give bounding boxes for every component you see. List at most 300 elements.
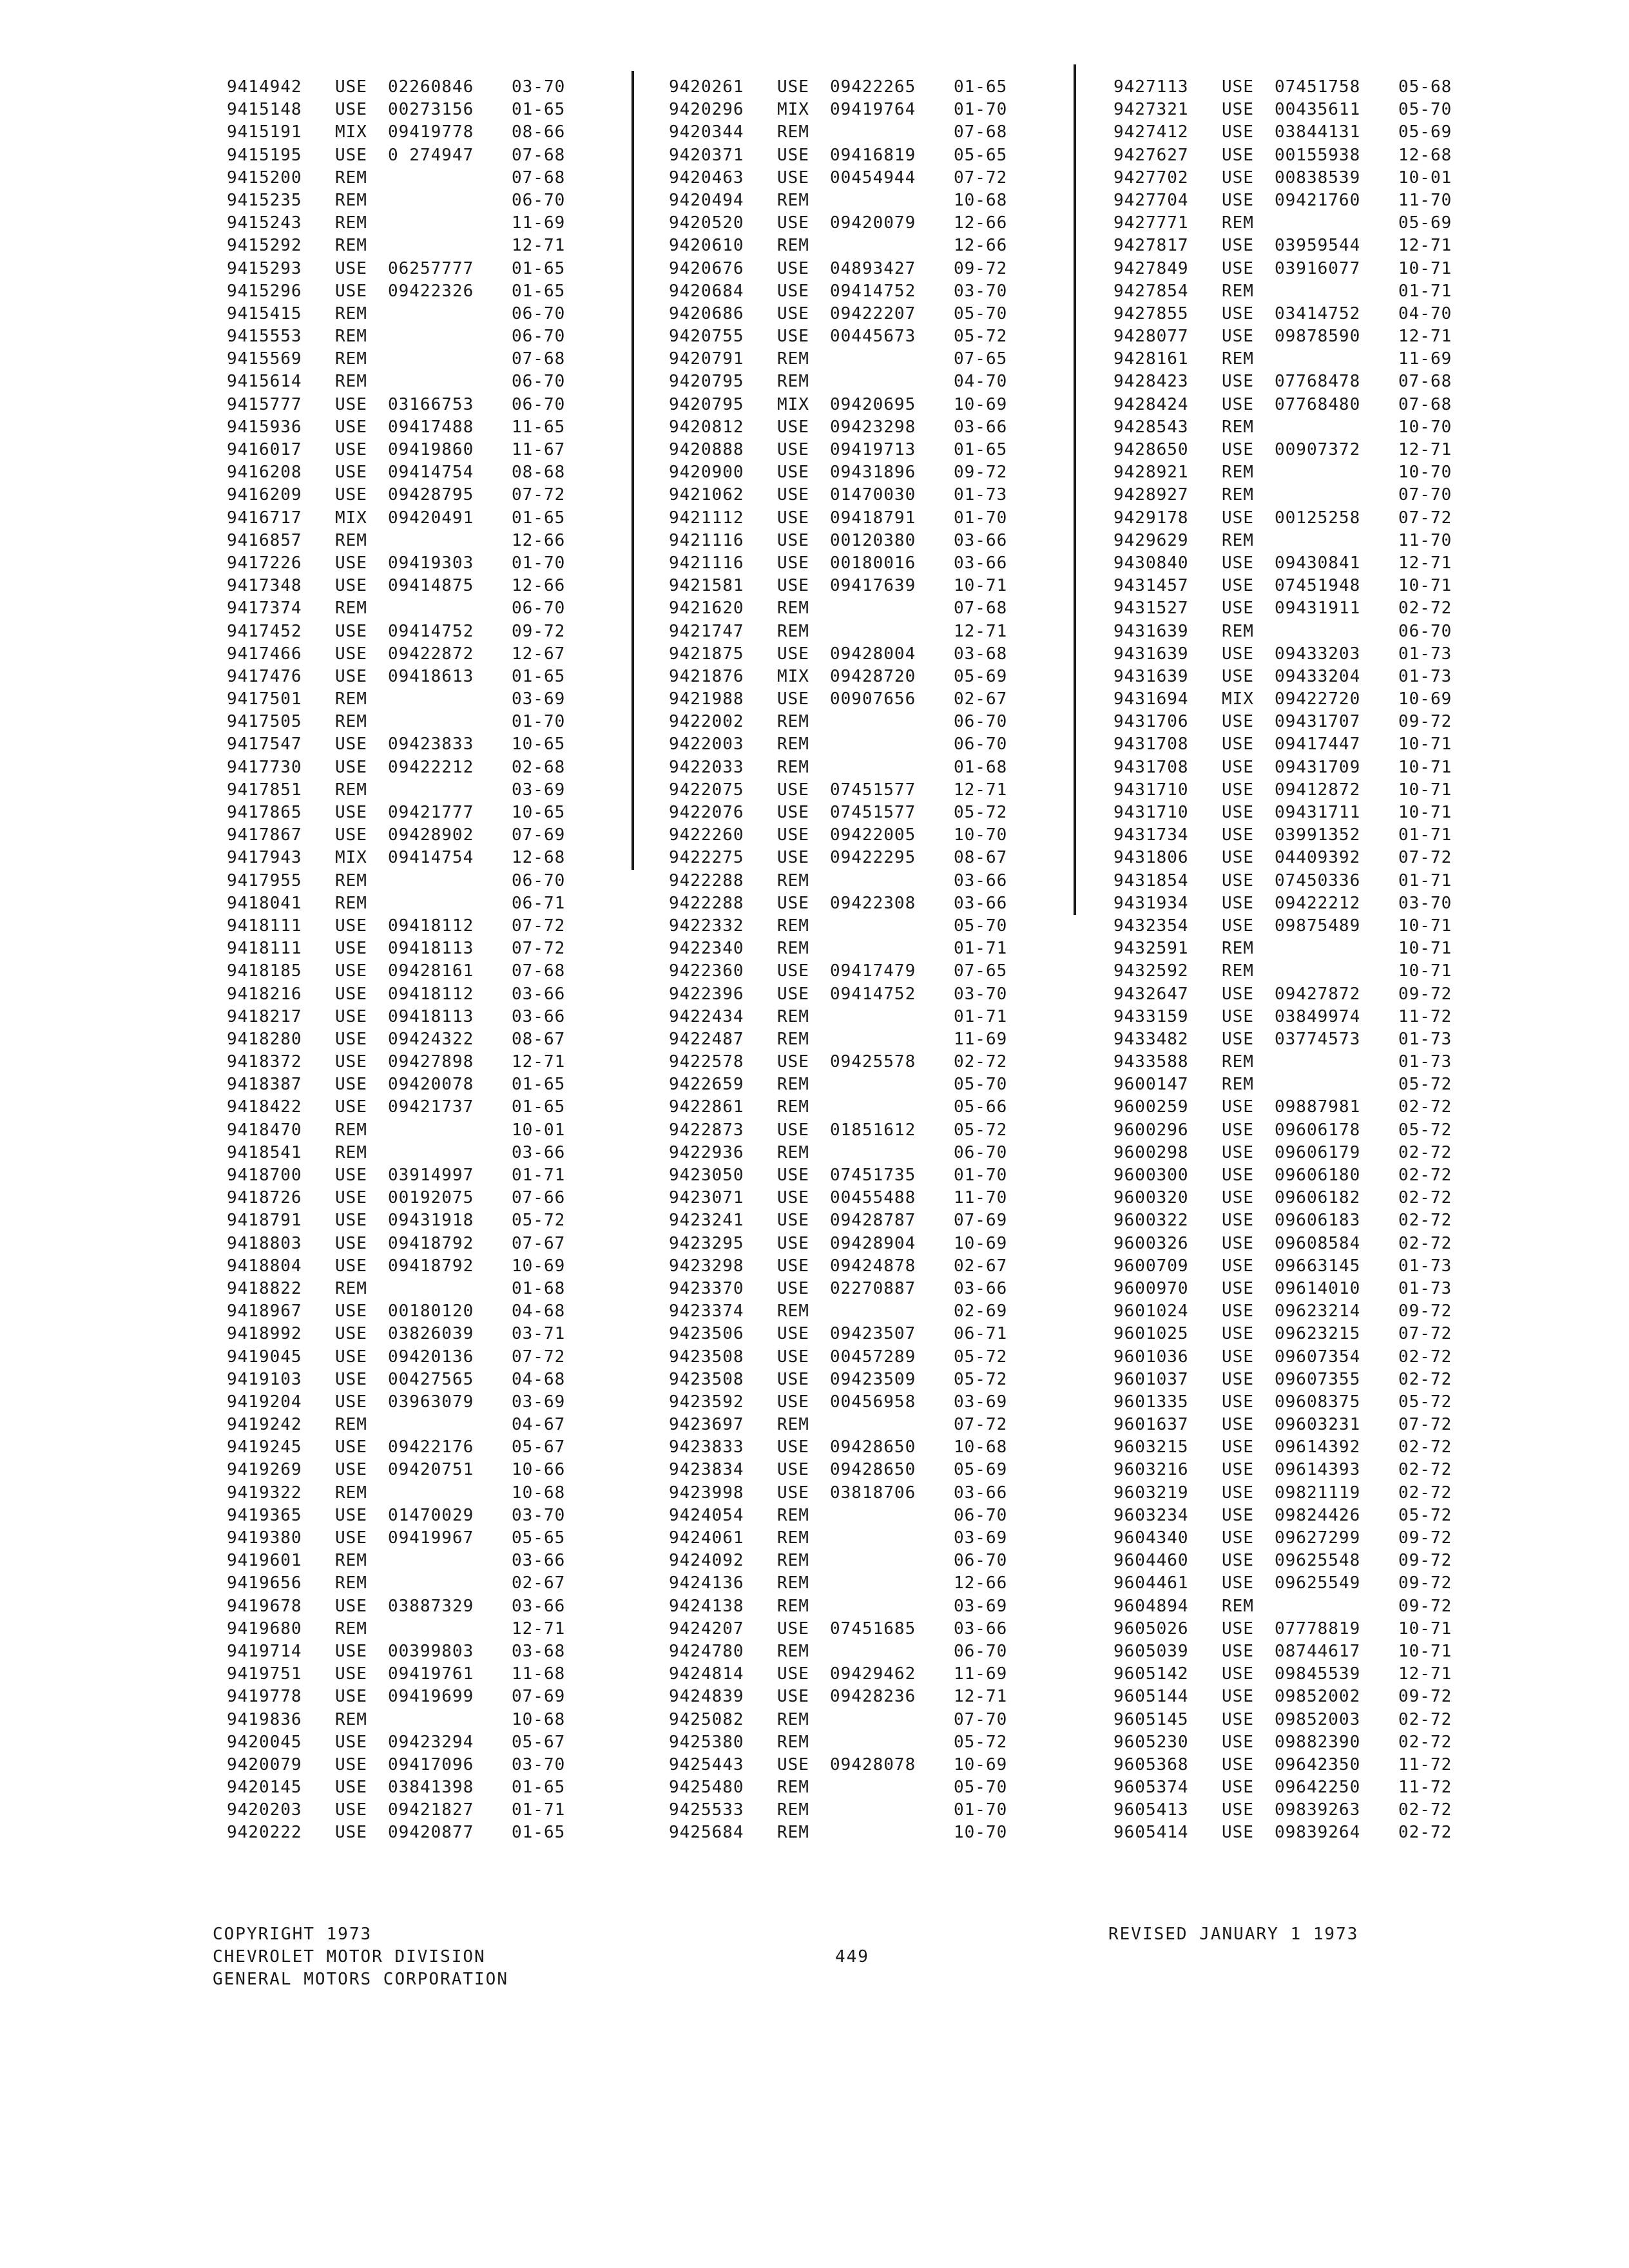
table-row xyxy=(227,802,652,824)
action-code: USE xyxy=(1222,1166,1254,1185)
action-code: USE xyxy=(777,1460,809,1480)
effective-date: 10-71 xyxy=(1398,961,1452,981)
part-number: 9416857 xyxy=(227,530,302,550)
table-row xyxy=(1113,620,1539,643)
table-row xyxy=(227,1255,652,1278)
effective-date: 09-72 xyxy=(954,463,1008,483)
action-code: REM xyxy=(777,735,809,754)
effective-date: 09-72 xyxy=(512,621,566,641)
table-row xyxy=(669,507,1094,530)
action-code: USE xyxy=(335,621,367,641)
replacement-number: 09433204 xyxy=(1275,666,1361,686)
effective-date: 07-65 xyxy=(954,961,1008,981)
action-code: REM xyxy=(777,1573,809,1593)
table-row xyxy=(227,983,652,1006)
part-number: 9419045 xyxy=(227,1347,302,1367)
part-number: 9431706 xyxy=(1113,712,1189,732)
effective-date: 02-72 xyxy=(954,1052,1008,1072)
effective-date: 02-72 xyxy=(1398,1483,1452,1503)
action-code: USE xyxy=(335,463,367,483)
part-number: 9421116 xyxy=(669,530,744,550)
action-code: USE xyxy=(335,1302,367,1321)
effective-date: 07-65 xyxy=(954,349,1008,369)
replacement-number: 09428787 xyxy=(830,1211,916,1231)
table-row xyxy=(669,802,1094,824)
action-code: USE xyxy=(1222,1256,1254,1276)
table-row xyxy=(1113,167,1539,189)
part-number: 9422659 xyxy=(669,1075,744,1095)
action-code: USE xyxy=(777,303,809,323)
action-code: USE xyxy=(777,576,809,596)
action-code: REM xyxy=(335,303,367,323)
table-row xyxy=(1113,1346,1539,1369)
effective-date: 02-72 xyxy=(1398,1142,1452,1162)
action-code: USE xyxy=(1222,1347,1254,1367)
table-row xyxy=(1113,1391,1539,1414)
effective-date: 01-70 xyxy=(954,100,1008,120)
replacement-number: 09418613 xyxy=(388,666,474,686)
effective-date: 03-70 xyxy=(512,1505,566,1525)
action-code: USE xyxy=(335,961,367,981)
table-row xyxy=(227,235,652,257)
table-row xyxy=(669,711,1094,733)
table-row xyxy=(1113,235,1539,257)
action-code: USE xyxy=(1222,1528,1254,1548)
part-number: 9431854 xyxy=(1113,870,1189,890)
table-row xyxy=(1113,1209,1539,1232)
replacement-number: 09663145 xyxy=(1275,1256,1361,1276)
action-code: USE xyxy=(777,1664,809,1684)
replacement-number: 07451577 xyxy=(830,780,916,800)
column-divider-2 xyxy=(1074,64,1076,915)
replacement-number: 09839264 xyxy=(1275,1823,1361,1843)
part-number: 9417348 xyxy=(227,576,302,596)
replacement-number: 09627299 xyxy=(1275,1528,1361,1548)
replacement-number: 03916077 xyxy=(1275,258,1361,278)
action-code: USE xyxy=(335,939,367,959)
action-code: REM xyxy=(777,1732,809,1752)
effective-date: 03-66 xyxy=(954,417,1008,437)
replacement-number: 00120380 xyxy=(830,530,916,550)
replacement-number: 09416819 xyxy=(830,145,916,165)
table-row xyxy=(669,416,1094,439)
part-number: 9424061 xyxy=(669,1528,744,1548)
action-code: USE xyxy=(335,1460,367,1480)
replacement-number: 09420751 xyxy=(388,1460,474,1480)
table-row xyxy=(227,325,652,348)
effective-date: 09-72 xyxy=(1398,1596,1452,1616)
part-number: 9603215 xyxy=(1113,1437,1189,1457)
table-row xyxy=(1113,1323,1539,1345)
table-row xyxy=(227,394,652,416)
table-row xyxy=(227,847,652,869)
action-code: REM xyxy=(777,1302,809,1321)
effective-date: 01-73 xyxy=(1398,666,1452,686)
table-row xyxy=(1113,484,1539,506)
effective-date: 12-71 xyxy=(954,621,1008,641)
action-code: REM xyxy=(335,1573,367,1593)
part-number: 9423050 xyxy=(669,1166,744,1185)
effective-date: 05-70 xyxy=(1398,100,1452,120)
action-code: REM xyxy=(1222,530,1254,550)
effective-date: 10-69 xyxy=(512,1256,566,1276)
part-number: 9418470 xyxy=(227,1120,302,1140)
replacement-number: 00907372 xyxy=(1275,440,1361,459)
table-row xyxy=(227,643,652,666)
effective-date: 05-70 xyxy=(954,916,1008,936)
table-row xyxy=(1113,1776,1539,1799)
action-code: USE xyxy=(777,417,809,437)
replacement-number: 09417488 xyxy=(388,417,474,437)
action-code: REM xyxy=(1222,281,1254,301)
action-code: REM xyxy=(777,1778,809,1798)
effective-date: 07-68 xyxy=(1398,372,1452,392)
replacement-number: 09824426 xyxy=(1275,1505,1361,1525)
action-code: USE xyxy=(1222,712,1254,732)
replacement-number: 09418792 xyxy=(388,1233,474,1253)
effective-date: 10-68 xyxy=(512,1483,566,1503)
replacement-number: 03914997 xyxy=(388,1166,474,1185)
part-number: 9427817 xyxy=(1113,236,1189,256)
action-code: USE xyxy=(1222,1800,1254,1820)
action-code: REM xyxy=(335,530,367,550)
effective-date: 04-70 xyxy=(1398,303,1452,323)
replacement-number: 03841398 xyxy=(388,1778,474,1798)
effective-date: 06-70 xyxy=(954,712,1008,732)
action-code: USE xyxy=(335,281,367,301)
replacement-number: 09875489 xyxy=(1275,916,1361,936)
action-code: USE xyxy=(777,145,809,165)
effective-date: 03-66 xyxy=(954,1483,1008,1503)
effective-date: 10-70 xyxy=(1398,463,1452,483)
part-number: 9431708 xyxy=(1113,757,1189,777)
table-row xyxy=(227,915,652,937)
table-row xyxy=(1113,121,1539,144)
table-row xyxy=(669,167,1094,189)
replacement-number: 09614392 xyxy=(1275,1437,1361,1457)
table-row xyxy=(1113,439,1539,461)
part-number: 9427771 xyxy=(1113,213,1189,233)
table-row xyxy=(227,1414,652,1436)
part-number: 9418387 xyxy=(227,1075,302,1095)
effective-date: 10-71 xyxy=(1398,1641,1452,1661)
replacement-number: 09839263 xyxy=(1275,1800,1361,1820)
effective-date: 06-70 xyxy=(954,1142,1008,1162)
replacement-number: 09428902 xyxy=(388,825,474,845)
part-number: 9420296 xyxy=(669,100,744,120)
part-number: 9418217 xyxy=(227,1006,302,1026)
action-code: REM xyxy=(335,780,367,800)
action-code: USE xyxy=(777,508,809,528)
table-row xyxy=(669,915,1094,937)
part-number: 9425443 xyxy=(669,1754,744,1774)
part-number: 9415936 xyxy=(227,417,302,437)
action-code: USE xyxy=(1222,1641,1254,1661)
effective-date: 02-67 xyxy=(512,1573,566,1593)
action-code: REM xyxy=(777,1800,809,1820)
effective-date: 01-70 xyxy=(954,1800,1008,1820)
action-code: MIX xyxy=(335,848,367,868)
part-number: 9432647 xyxy=(1113,984,1189,1004)
action-code: USE xyxy=(1222,1687,1254,1707)
table-row xyxy=(669,461,1094,484)
part-number: 9416208 xyxy=(227,463,302,483)
part-number: 9424054 xyxy=(669,1505,744,1525)
effective-date: 12-71 xyxy=(512,1052,566,1072)
effective-date: 11-65 xyxy=(512,417,566,437)
part-number: 9420888 xyxy=(669,440,744,459)
action-code: USE xyxy=(1222,1392,1254,1412)
table-row xyxy=(227,1731,652,1754)
table-row xyxy=(1113,370,1539,393)
replacement-number: 00455488 xyxy=(830,1188,916,1208)
effective-date: 10-69 xyxy=(954,394,1008,414)
table-row xyxy=(1113,1595,1539,1618)
effective-date: 01-70 xyxy=(512,553,566,573)
table-row xyxy=(669,1119,1094,1142)
effective-date: 11-72 xyxy=(1398,1006,1452,1026)
table-row xyxy=(1113,348,1539,370)
part-number: 9419678 xyxy=(227,1596,302,1616)
table-row xyxy=(669,666,1094,688)
part-number: 9417466 xyxy=(227,644,302,664)
part-number: 9422396 xyxy=(669,984,744,1004)
part-number: 9421581 xyxy=(669,576,744,596)
copyright-block xyxy=(213,1923,508,1991)
part-number: 9422288 xyxy=(669,870,744,890)
effective-date: 02-72 xyxy=(1398,1233,1452,1253)
part-number: 9423508 xyxy=(669,1347,744,1367)
replacement-number: 00838539 xyxy=(1275,168,1361,187)
table-row xyxy=(669,779,1094,802)
part-number: 9418967 xyxy=(227,1302,302,1321)
table-row xyxy=(1113,847,1539,869)
action-code: USE xyxy=(1222,1029,1254,1049)
replacement-number: 09422176 xyxy=(388,1437,474,1457)
action-code: REM xyxy=(777,236,809,256)
effective-date: 10-66 xyxy=(512,1460,566,1480)
action-code: USE xyxy=(335,1324,367,1344)
replacement-number: 09422308 xyxy=(830,893,916,913)
effective-date: 11-69 xyxy=(512,213,566,233)
replacement-number: 03414752 xyxy=(1275,303,1361,323)
action-code: USE xyxy=(1222,258,1254,278)
effective-date: 10-71 xyxy=(1398,576,1452,596)
replacement-number: 09625548 xyxy=(1275,1551,1361,1571)
action-code: USE xyxy=(777,213,809,233)
table-row xyxy=(227,1754,652,1776)
effective-date: 07-72 xyxy=(512,485,566,505)
table-row xyxy=(669,1096,1094,1119)
effective-date: 03-69 xyxy=(954,1392,1008,1412)
effective-date: 07-68 xyxy=(512,145,566,165)
table-row xyxy=(1113,1300,1539,1323)
table-row xyxy=(227,779,652,802)
action-code: USE xyxy=(777,1687,809,1707)
replacement-number: 00907656 xyxy=(830,689,916,709)
action-code: USE xyxy=(777,485,809,505)
replacement-number: 09414752 xyxy=(830,281,916,301)
effective-date: 05-72 xyxy=(1398,1120,1452,1140)
action-code: USE xyxy=(335,145,367,165)
part-number: 9601036 xyxy=(1113,1347,1189,1367)
table-row xyxy=(227,756,652,779)
effective-date: 01-73 xyxy=(1398,1278,1452,1298)
action-code: USE xyxy=(1222,1778,1254,1798)
effective-date: 05-72 xyxy=(954,327,1008,347)
table-row xyxy=(1113,552,1539,575)
table-row xyxy=(227,507,652,530)
part-number: 9422332 xyxy=(669,916,744,936)
action-code: REM xyxy=(335,689,367,709)
effective-date: 03-66 xyxy=(954,870,1008,890)
table-row xyxy=(227,1142,652,1164)
part-number: 9418822 xyxy=(227,1278,302,1298)
table-row xyxy=(669,1709,1094,1731)
part-number: 9431710 xyxy=(1113,803,1189,822)
effective-date: 11-67 xyxy=(512,440,566,459)
effective-date: 12-66 xyxy=(512,530,566,550)
action-code: REM xyxy=(777,190,809,210)
table-row xyxy=(669,530,1094,552)
action-code: USE xyxy=(1222,1732,1254,1752)
effective-date: 07-72 xyxy=(1398,508,1452,528)
part-number: 9423298 xyxy=(669,1256,744,1276)
table-row xyxy=(227,1550,652,1572)
part-number: 9430840 xyxy=(1113,553,1189,573)
part-number: 9429178 xyxy=(1113,508,1189,528)
table-row xyxy=(227,1300,652,1323)
action-code: REM xyxy=(335,1415,367,1435)
part-number: 9600320 xyxy=(1113,1188,1189,1208)
effective-date: 07-69 xyxy=(512,825,566,845)
table-row xyxy=(227,416,652,439)
action-code: USE xyxy=(335,644,367,664)
action-code: USE xyxy=(1222,1505,1254,1525)
table-row xyxy=(227,552,652,575)
part-number: 9429629 xyxy=(1113,530,1189,550)
replacement-number: 09420136 xyxy=(388,1347,474,1367)
action-code: REM xyxy=(1222,213,1254,233)
table-row xyxy=(227,280,652,303)
effective-date: 06-70 xyxy=(512,870,566,890)
table-row xyxy=(227,733,652,756)
part-number: 9422033 xyxy=(669,757,744,777)
part-number: 9424839 xyxy=(669,1687,744,1707)
table-row xyxy=(669,1731,1094,1754)
part-number: 9419601 xyxy=(227,1551,302,1571)
table-row xyxy=(1113,802,1539,824)
action-code: USE xyxy=(1222,1573,1254,1593)
action-code: USE xyxy=(1222,666,1254,686)
action-code: USE xyxy=(777,1347,809,1367)
part-number: 9419365 xyxy=(227,1505,302,1525)
action-code: USE xyxy=(335,1732,367,1752)
action-code: USE xyxy=(1222,77,1254,97)
part-number: 9605145 xyxy=(1113,1709,1189,1729)
part-number: 9415195 xyxy=(227,145,302,165)
action-code: USE xyxy=(1222,236,1254,256)
part-number: 9601037 xyxy=(1113,1369,1189,1389)
part-number: 9423295 xyxy=(669,1233,744,1253)
table-row xyxy=(1113,666,1539,688)
replacement-number: 09419967 xyxy=(388,1528,474,1548)
part-number: 9419322 xyxy=(227,1483,302,1503)
table-row xyxy=(669,597,1094,620)
effective-date: 05-72 xyxy=(1398,1075,1452,1095)
part-number: 9419778 xyxy=(227,1687,302,1707)
part-number: 9605230 xyxy=(1113,1732,1189,1752)
part-number: 9428927 xyxy=(1113,485,1189,505)
table-row xyxy=(1113,258,1539,280)
part-number: 9423370 xyxy=(669,1278,744,1298)
table-row xyxy=(1113,915,1539,937)
effective-date: 10-71 xyxy=(1398,757,1452,777)
action-code: USE xyxy=(777,1278,809,1298)
action-code: USE xyxy=(335,1437,367,1457)
replacement-number: 09428904 xyxy=(830,1233,916,1253)
table-row xyxy=(227,370,652,393)
action-code: USE xyxy=(1222,1551,1254,1571)
action-code: REM xyxy=(777,349,809,369)
table-row xyxy=(669,1028,1094,1051)
action-code: USE xyxy=(335,666,367,686)
replacement-number: 09412872 xyxy=(1275,780,1361,800)
action-code: USE xyxy=(777,1188,809,1208)
part-number: 9417547 xyxy=(227,735,302,754)
effective-date: 06-71 xyxy=(512,893,566,913)
part-number: 9431639 xyxy=(1113,666,1189,686)
action-code: USE xyxy=(335,417,367,437)
replacement-number: 09606182 xyxy=(1275,1188,1361,1208)
effective-date: 08-66 xyxy=(512,122,566,142)
effective-date: 09-72 xyxy=(954,258,1008,278)
table-row xyxy=(1113,1051,1539,1073)
part-number: 9418541 xyxy=(227,1142,302,1162)
replacement-number: 09427872 xyxy=(1275,984,1361,1004)
effective-date: 03-71 xyxy=(512,1324,566,1344)
part-number: 9421620 xyxy=(669,599,744,619)
effective-date: 05-70 xyxy=(954,1778,1008,1798)
table-row xyxy=(227,1709,652,1731)
replacement-number: 09424878 xyxy=(830,1256,916,1276)
action-code: USE xyxy=(335,1754,367,1774)
action-code: USE xyxy=(335,1823,367,1843)
effective-date: 06-71 xyxy=(954,1324,1008,1344)
table-row xyxy=(1113,1663,1539,1686)
table-row xyxy=(227,1459,652,1481)
replacement-number: 09821119 xyxy=(1275,1483,1361,1503)
effective-date: 10-71 xyxy=(1398,916,1452,936)
table-row xyxy=(669,1300,1094,1323)
part-number: 9417867 xyxy=(227,825,302,845)
table-row xyxy=(669,1391,1094,1414)
table-row xyxy=(227,439,652,461)
part-number: 9424814 xyxy=(669,1664,744,1684)
replacement-number: 09423507 xyxy=(830,1324,916,1344)
part-number: 9421062 xyxy=(669,485,744,505)
table-row xyxy=(669,189,1094,212)
table-row xyxy=(1113,1142,1539,1164)
effective-date: 02-72 xyxy=(1398,1347,1452,1367)
effective-date: 11-68 xyxy=(512,1664,566,1684)
table-row xyxy=(227,688,652,711)
action-code: USE xyxy=(777,281,809,301)
table-row xyxy=(227,1051,652,1073)
replacement-number: 07778819 xyxy=(1275,1619,1361,1639)
part-number: 9422075 xyxy=(669,780,744,800)
replacement-number: 09431707 xyxy=(1275,712,1361,732)
